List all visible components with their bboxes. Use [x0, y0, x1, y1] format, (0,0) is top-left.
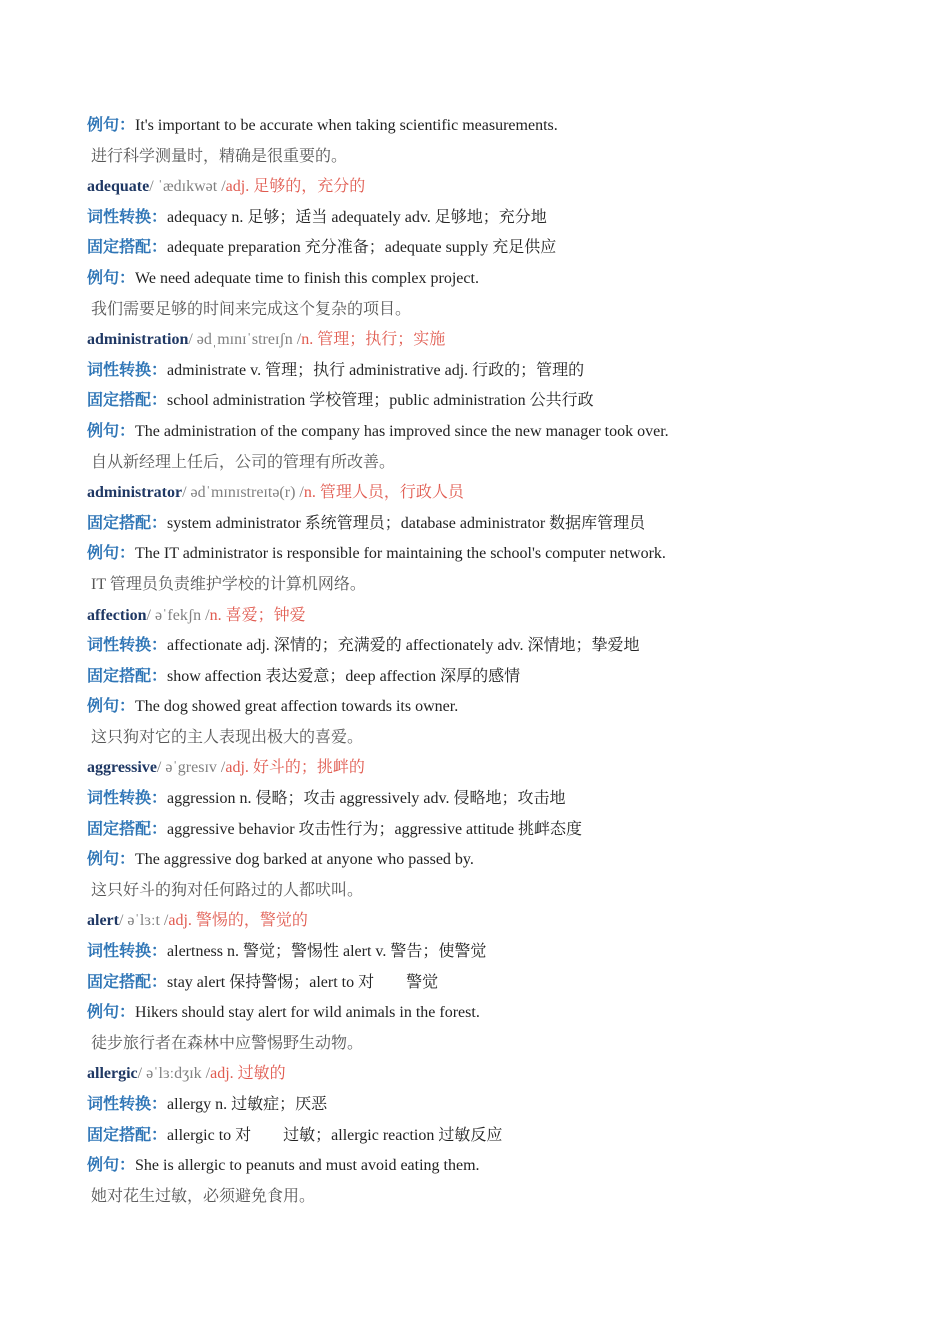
detail-text: affectionate adj. 深情的；充满爱的 affectionately adv. 深情地；挚爱地	[167, 637, 640, 655]
definition: adj. 过敏的	[210, 1065, 286, 1083]
headword: administration	[87, 331, 189, 349]
example-label: 例句：	[87, 698, 136, 716]
definition: adj. 足够的，充分的	[225, 178, 366, 196]
detail-text: aggression n. 侵略；攻击 aggressively adv. 侵略地；攻击地	[167, 790, 566, 808]
phonetic: / əˈlɜːdʒɪk /	[137, 1065, 211, 1083]
detail-line	[87, 662, 887, 693]
example-line	[87, 264, 887, 295]
detail-line	[87, 233, 887, 264]
detail-label: 词性转换：	[87, 208, 168, 226]
detail-label: 固定搭配：	[87, 667, 168, 685]
example-label: 例句：	[87, 269, 136, 287]
definition: n. 管理人员，行政人员	[303, 484, 464, 502]
translation-line: 我们需要足够的时间来完成这个复杂的项目。	[91, 300, 412, 318]
phonetic: / ədˈmɪnɪstreɪtə(r) /	[182, 484, 304, 502]
detail-text: show affection 表达爱意；deep affection 深厚的感情	[167, 667, 521, 685]
phonetic: / ˈædɪkwət /	[149, 178, 226, 196]
detail-line	[87, 356, 887, 387]
entry-headword-line	[87, 325, 887, 356]
entry-headword-line	[87, 172, 887, 203]
example-line	[87, 111, 887, 142]
detail-label: 词性转换：	[87, 790, 168, 808]
detail-label: 词性转换：	[87, 361, 168, 379]
example-sentence: The aggressive dog barked at anyone who passed by.	[135, 851, 474, 869]
phonetic: / əˈfekʃn /	[146, 606, 210, 624]
translation-line: 自从新经理上任后，公司的管理有所改善。	[91, 453, 396, 471]
definition: adj. 好斗的；挑衅的	[225, 759, 365, 777]
detail-text: allergic to 对 过敏；allergic reaction 过敏反应	[167, 1126, 503, 1144]
detail-label: 词性转换：	[87, 1096, 168, 1113]
headword: administrator	[87, 484, 183, 502]
example-label: 例句：	[87, 1004, 136, 1022]
example-sentence: The administration of the company has improved since the new manager took over.	[135, 422, 669, 440]
example-label: 例句：	[87, 422, 136, 440]
example-label: 例句：	[87, 1157, 136, 1175]
entry-headword-line	[87, 753, 887, 784]
headword: allergic	[87, 1065, 138, 1083]
example-line	[87, 417, 887, 448]
definition: n. 管理；执行；实施	[301, 331, 446, 349]
detail-line	[87, 203, 887, 234]
translation-line: 徒步旅行者在森林中应警惕野生动物。	[91, 1034, 364, 1052]
vocabulary-list	[87, 111, 887, 1212]
phonetic: / əˈlɜːt /	[118, 912, 169, 930]
translation-line: 这只好斗的狗对任何路过的人都吠叫。	[91, 881, 364, 899]
translation-line: IT 管理员负责维护学校的计算机网络。	[91, 575, 366, 593]
detail-line	[87, 1090, 887, 1121]
example-line	[87, 539, 887, 570]
example-line	[87, 1151, 887, 1182]
detail-text: alertness n. 警觉；警惕性 alert v. 警告；使警觉	[167, 943, 487, 961]
detail-text: allergy n. 过敏症；厌恶	[167, 1096, 328, 1113]
detail-label: 固定搭配：	[87, 239, 168, 257]
detail-label: 固定搭配：	[87, 1126, 168, 1144]
example-line	[87, 998, 887, 1029]
detail-label: 词性转换：	[87, 943, 168, 961]
detail-label: 词性转换：	[87, 637, 168, 655]
example-sentence: We need adequate time to finish this complex project.	[135, 269, 479, 287]
detail-label: 固定搭配：	[87, 392, 168, 410]
entry-headword-line	[87, 1059, 887, 1090]
headword: aggressive	[87, 759, 157, 777]
example-label: 例句：	[87, 545, 136, 563]
detail-label: 固定搭配：	[87, 514, 168, 532]
phonetic: / ədˌmɪnɪˈstreɪʃn /	[188, 331, 302, 349]
example-sentence: The IT administrator is responsible for maintaining the school's computer network.	[135, 545, 666, 563]
detail-line	[87, 784, 887, 815]
detail-text: adequacy n. 足够；适当 adequately adv. 足够地；充分地	[167, 208, 547, 226]
example-sentence: She is allergic to peanuts and must avoid eating them.	[135, 1157, 480, 1175]
entry-headword-line	[87, 601, 887, 632]
detail-text: aggressive behavior 攻击性行为；aggressive attitude 挑衅态度	[167, 820, 583, 838]
example-line	[87, 692, 887, 723]
headword: alert	[87, 912, 119, 930]
detail-text: stay alert 保持警惕；alert to 对 警觉	[167, 973, 439, 991]
headword: adequate	[87, 178, 150, 196]
definition: adj. 警惕的，警觉的	[168, 912, 308, 930]
detail-text: school administration 学校管理；public administration 公共行政	[167, 392, 594, 410]
detail-text: system administrator 系统管理员；database administrator 数据库管理员	[167, 514, 646, 532]
detail-line	[87, 509, 887, 540]
detail-text: administrate v. 管理；执行 administrative adj. 行政的；管理的	[167, 361, 585, 379]
entry-headword-line	[87, 478, 887, 509]
detail-line	[87, 386, 887, 417]
detail-line	[87, 1121, 887, 1152]
detail-label: 固定搭配：	[87, 820, 168, 838]
detail-label: 固定搭配：	[87, 973, 168, 991]
example-sentence: Hikers should stay alert for wild animals in the forest.	[135, 1004, 480, 1022]
translation-line: 进行科学测量时，精确是很重要的。	[91, 147, 348, 165]
example-line	[87, 845, 887, 876]
example-label: 例句：	[87, 117, 136, 134]
entry-headword-line	[87, 906, 887, 937]
example-sentence: The dog showed great affection towards its owner.	[135, 698, 459, 716]
definition: n. 喜爱；钟爱	[209, 606, 306, 624]
translation-line: 她对花生过敏，必须避免食用。	[91, 1187, 316, 1205]
example-sentence: It's important to be accurate when taking scientific measurements.	[135, 117, 558, 134]
example-label: 例句：	[87, 851, 136, 869]
headword: affection	[87, 606, 147, 624]
detail-line	[87, 968, 887, 999]
detail-line	[87, 631, 887, 662]
detail-line	[87, 937, 887, 968]
detail-line	[87, 815, 887, 846]
detail-text: adequate preparation 充分准备；adequate supply 充足供应	[167, 239, 557, 257]
phonetic: / əˈgresɪv /	[156, 759, 226, 777]
translation-line: 这只狗对它的主人表现出极大的喜爱。	[91, 728, 364, 746]
